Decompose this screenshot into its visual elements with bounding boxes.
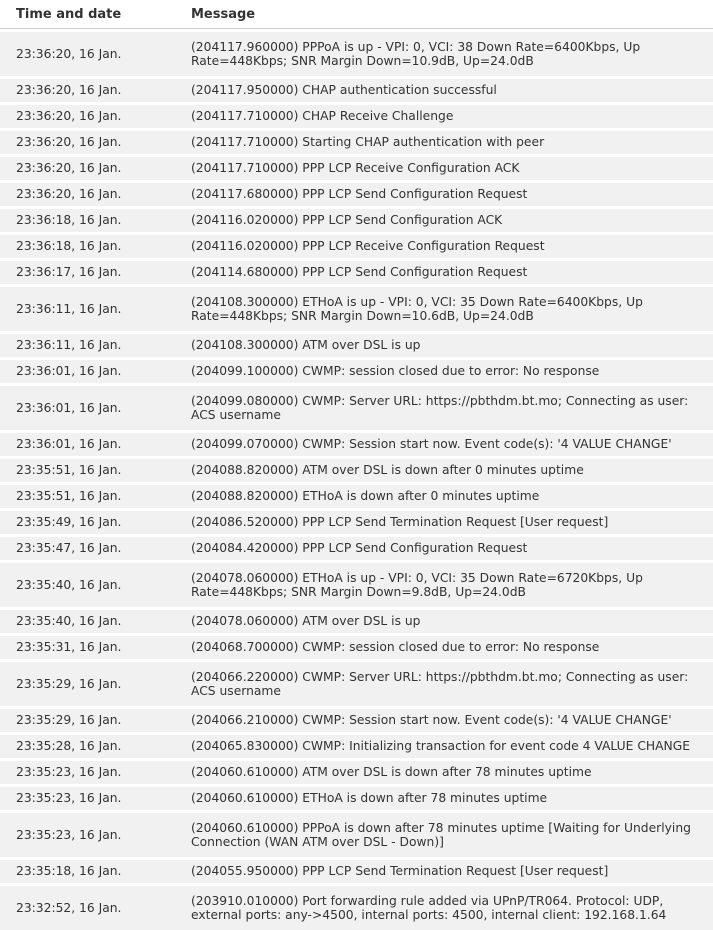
log-message: (204108.300000) ETHoA is up - VPI: 0, VCI: 35 Down Rate=6400Kbps, Up Rate=448Kbps; SNR Margin Down=10.6dB, Up=24.0dB (184, 284, 713, 331)
log-row (0, 430, 713, 456)
column-header-message: Message (184, 0, 713, 29)
log-time: 23:36:20, 16 Jan. (0, 128, 184, 154)
log-row (0, 154, 713, 180)
log-time: 23:36:01, 16 Jan. (0, 383, 184, 430)
log-row (0, 102, 713, 128)
log-time: 23:36:20, 16 Jan. (0, 76, 184, 102)
log-time: 23:36:18, 16 Jan. (0, 232, 184, 258)
log-message: (204114.680000) PPP LCP Send Configuration Request (184, 258, 713, 284)
log-time: 23:36:18, 16 Jan. (0, 206, 184, 232)
log-message: (204117.710000) CHAP Receive Challenge (184, 102, 713, 128)
log-row (0, 633, 713, 659)
log-time: 23:35:23, 16 Jan. (0, 758, 184, 784)
log-time: 23:36:11, 16 Jan. (0, 284, 184, 331)
log-message: (204078.060000) ETHoA is up - VPI: 0, VCI: 35 Down Rate=6720Kbps, Up Rate=448Kbps; SNR Margin Down=9.8dB, Up=24.0dB (184, 560, 713, 607)
log-row (0, 331, 713, 357)
log-row (0, 180, 713, 206)
log-row (0, 128, 713, 154)
log-row (0, 383, 713, 430)
log-message: (204116.020000) PPP LCP Receive Configuration Request (184, 232, 713, 258)
log-row (0, 29, 713, 76)
log-time: 23:35:23, 16 Jan. (0, 810, 184, 857)
log-message: (204108.300000) ATM over DSL is up (184, 331, 713, 357)
log-time: 23:36:01, 16 Jan. (0, 430, 184, 456)
log-time: 23:35:40, 16 Jan. (0, 607, 184, 633)
log-row (0, 258, 713, 284)
log-message: (204117.960000) PPPoA is up - VPI: 0, VCI: 38 Down Rate=6400Kbps, Up Rate=448Kbps; SNR Margin Down=10.9dB, Up=24.0dB (184, 29, 713, 76)
log-row (0, 883, 713, 930)
log-row (0, 758, 713, 784)
log-time: 23:36:20, 16 Jan. (0, 180, 184, 206)
log-time: 23:36:17, 16 Jan. (0, 258, 184, 284)
log-message: (204078.060000) ATM over DSL is up (184, 607, 713, 633)
log-row (0, 659, 713, 706)
log-message: (204066.210000) CWMP: Session start now. Event code(s): '4 VALUE CHANGE' (184, 706, 713, 732)
log-row (0, 206, 713, 232)
log-time: 23:35:29, 16 Jan. (0, 659, 184, 706)
log-row (0, 534, 713, 560)
log-message: (204117.710000) Starting CHAP authentication with peer (184, 128, 713, 154)
log-row (0, 706, 713, 732)
log-message: (204060.610000) ATM over DSL is down after 78 minutes uptime (184, 758, 713, 784)
log-row (0, 232, 713, 258)
log-row (0, 810, 713, 857)
log-message: (203910.010000) Port forwarding rule added via UPnP/TR064. Protocol: UDP, external ports: any->4500, internal ports: 4500, internal client: 192.168.1.64 (184, 883, 713, 930)
log-time: 23:35:47, 16 Jan. (0, 534, 184, 560)
log-row (0, 607, 713, 633)
log-row (0, 560, 713, 607)
log-time: 23:36:01, 16 Jan. (0, 357, 184, 383)
log-message: (204084.420000) PPP LCP Send Configuration Request (184, 534, 713, 560)
log-time: 23:35:18, 16 Jan. (0, 857, 184, 883)
log-row (0, 76, 713, 102)
log-message: (204117.950000) CHAP authentication successful (184, 76, 713, 102)
log-time: 23:35:51, 16 Jan. (0, 482, 184, 508)
log-message: (204099.070000) CWMP: Session start now. Event code(s): '4 VALUE CHANGE' (184, 430, 713, 456)
log-message: (204117.710000) PPP LCP Receive Configuration ACK (184, 154, 713, 180)
log-message: (204117.680000) PPP LCP Send Configuration Request (184, 180, 713, 206)
log-time: 23:36:20, 16 Jan. (0, 102, 184, 128)
log-time: 23:35:28, 16 Jan. (0, 732, 184, 758)
log-message: (204060.610000) PPPoA is down after 78 minutes uptime [Waiting for Underlying Connection (WAN ATM over DSL - Down)] (184, 810, 713, 857)
log-time: 23:35:51, 16 Jan. (0, 456, 184, 482)
log-time: 23:35:23, 16 Jan. (0, 784, 184, 810)
log-row (0, 732, 713, 758)
log-message: (204088.820000) ETHoA is down after 0 minutes uptime (184, 482, 713, 508)
log-time: 23:36:20, 16 Jan. (0, 154, 184, 180)
log-time: 23:35:49, 16 Jan. (0, 508, 184, 534)
log-time: 23:36:20, 16 Jan. (0, 29, 184, 76)
event-log-header (0, 0, 713, 29)
log-row (0, 857, 713, 883)
header-row (0, 0, 713, 29)
log-row (0, 784, 713, 810)
log-message: (204066.220000) CWMP: Server URL: https://pbthdm.bt.mo; Connecting as user: ACS username (184, 659, 713, 706)
log-message: (204088.820000) ATM over DSL is down after 0 minutes uptime (184, 456, 713, 482)
log-message: (204060.610000) ETHoA is down after 78 minutes uptime (184, 784, 713, 810)
log-time: 23:35:29, 16 Jan. (0, 706, 184, 732)
log-time: 23:35:31, 16 Jan. (0, 633, 184, 659)
log-message: (204068.700000) CWMP: session closed due to error: No response (184, 633, 713, 659)
event-log-body (0, 29, 713, 930)
log-row (0, 284, 713, 331)
log-time: 23:32:52, 16 Jan. (0, 883, 184, 930)
log-row (0, 482, 713, 508)
log-message: (204065.830000) CWMP: Initializing transaction for event code 4 VALUE CHANGE (184, 732, 713, 758)
log-message: (204116.020000) PPP LCP Send Configuration ACK (184, 206, 713, 232)
log-row (0, 508, 713, 534)
column-header-time: Time and date (0, 0, 184, 29)
log-time: 23:35:40, 16 Jan. (0, 560, 184, 607)
log-message: (204099.100000) CWMP: session closed due to error: No response (184, 357, 713, 383)
log-message: (204099.080000) CWMP: Server URL: https://pbthdm.bt.mo; Connecting as user: ACS username (184, 383, 713, 430)
log-message: (204055.950000) PPP LCP Send Termination Request [User request] (184, 857, 713, 883)
log-row (0, 357, 713, 383)
log-row (0, 456, 713, 482)
log-message: (204086.520000) PPP LCP Send Termination Request [User request] (184, 508, 713, 534)
log-time: 23:36:11, 16 Jan. (0, 331, 184, 357)
